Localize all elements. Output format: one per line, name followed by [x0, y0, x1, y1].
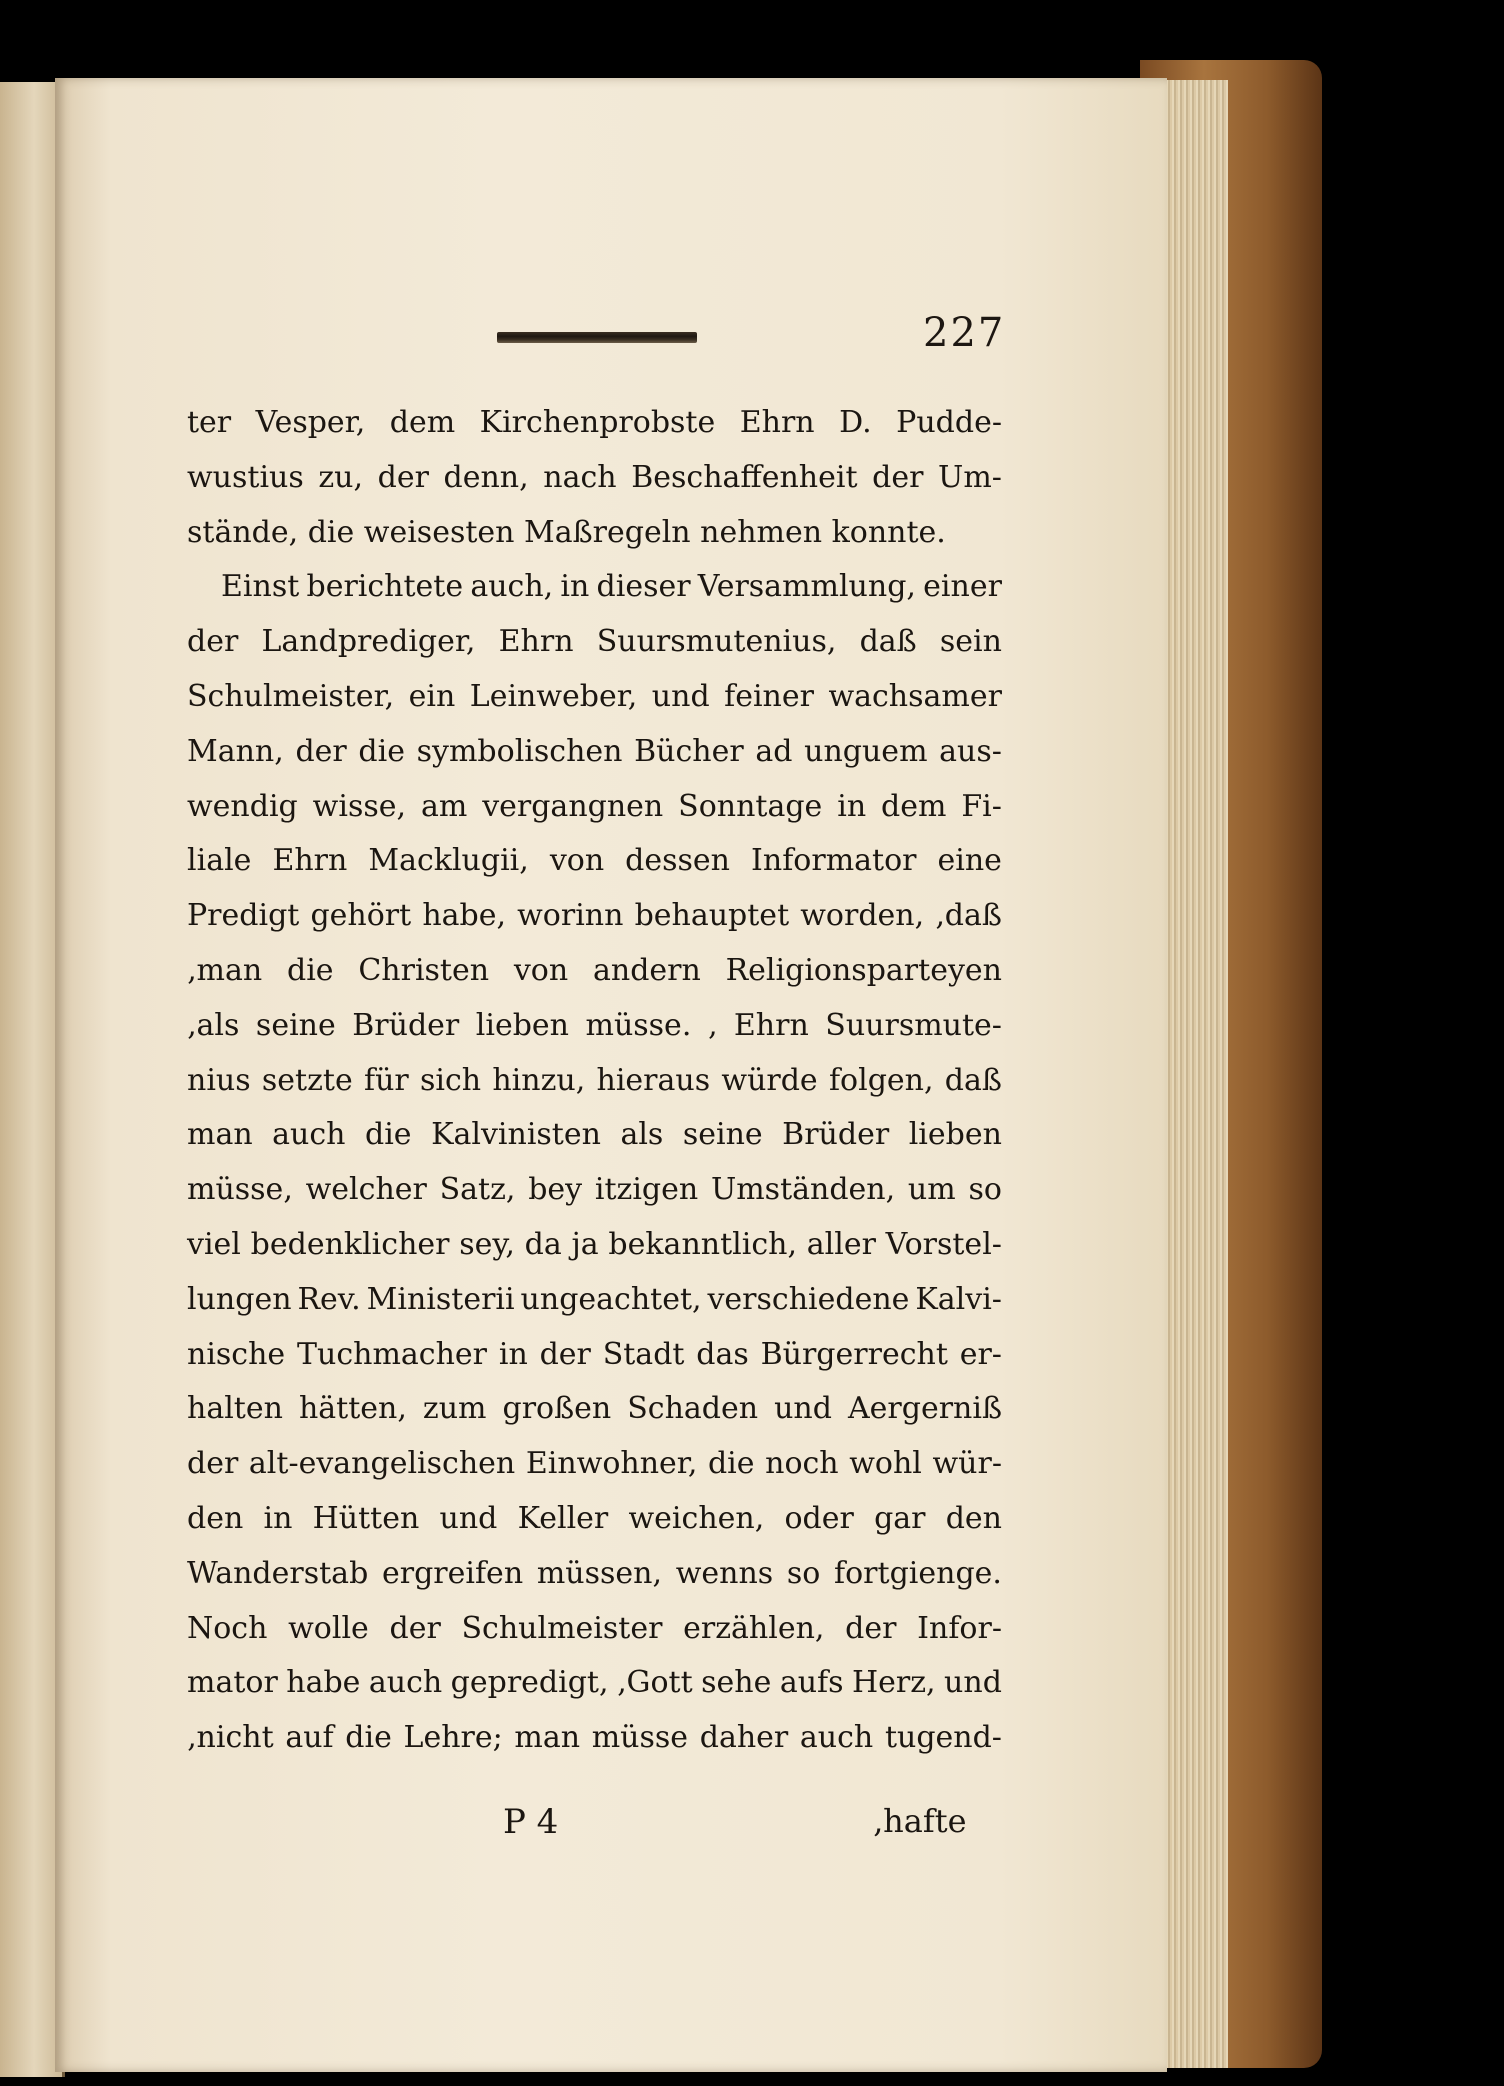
book-page — [55, 78, 1167, 2072]
text-line: Noch wolle der Schulmeister erzählen, der Infor- — [187, 1610, 1002, 1646]
text-line: Predigt gehört habe, worinn behauptet worden, ‚daß — [187, 898, 1002, 934]
text-line: den in Hütten und Keller weichen, oder gar den — [187, 1500, 1002, 1536]
text-line: ‚nicht auf die Lehre; man müsse daher auch tugend- — [187, 1720, 1002, 1756]
text-line: viel bedenklicher sey, da ja bekanntlich, aller Vorstel- — [187, 1226, 1002, 1262]
text-line: man auch die Kalvinisten als seine Brüder lieben — [187, 1117, 1002, 1153]
text-line: halten hätten, zum großen Schaden und Aergerniß — [187, 1391, 1002, 1427]
text-line: Einst berichtete auch, in dieser Versammlung, einer — [221, 569, 1002, 605]
text-line: nische Tuchmacher in der Stadt das Bürgerrecht er- — [187, 1336, 1002, 1372]
header-ornament-rule — [497, 332, 697, 343]
text-line: wustius zu, der denn, nach Beschaffenheit der Um- — [187, 459, 1002, 495]
text-line: liale Ehrn Macklugii, von dessen Informator eine — [187, 843, 1002, 879]
text-line: Wanderstab ergreifen müssen, wenns so fortgienge. — [187, 1555, 1002, 1591]
catchword: ‚hafte — [873, 1802, 967, 1840]
text-line: nius setzte für sich hinzu, hieraus würde folgen, daß — [187, 1062, 1002, 1098]
text-line: wendig wisse, am vergangnen Sonntage in dem Fi- — [187, 788, 1002, 824]
text-line: Schulmeister, ein Leinweber, und feiner wachsamer — [187, 678, 1002, 714]
page-number: 227 — [923, 310, 1006, 356]
text-line: ter Vesper, dem Kirchenprobste Ehrn D. Pudde- — [187, 405, 1002, 440]
text-line: Mann, der die symbolischen Bücher ad unguem aus- — [187, 733, 1002, 769]
text-line: müsse, welcher Satz, bey itzigen Umständen, um so — [187, 1172, 1002, 1208]
text-line: der alt-evangelischen Einwohner, die noch wohl wür- — [187, 1446, 1002, 1482]
text-line: stände, die weisesten Maßregeln nehmen konnte. — [187, 514, 946, 550]
text-line: ‚als seine Brüder lieben müsse. ‚ Ehrn Suursmute- — [187, 1007, 1002, 1043]
text-line: lungen Rev. Ministerii ungeachtet, verschiedene Kalvi- — [187, 1281, 1002, 1317]
page-block-edges — [1158, 80, 1228, 2068]
page-body-text — [187, 396, 1002, 1766]
text-line: mator habe auch gepredigt, ‚Gott sehe aufs Herz, und — [187, 1665, 1002, 1701]
text-line: der Landprediger, Ehrn Suursmutenius, daß sein — [187, 624, 1002, 660]
text-line: ‚man die Christen von andern Religionsparteyen — [187, 952, 1002, 988]
signature-mark: P 4 — [503, 1802, 559, 1842]
